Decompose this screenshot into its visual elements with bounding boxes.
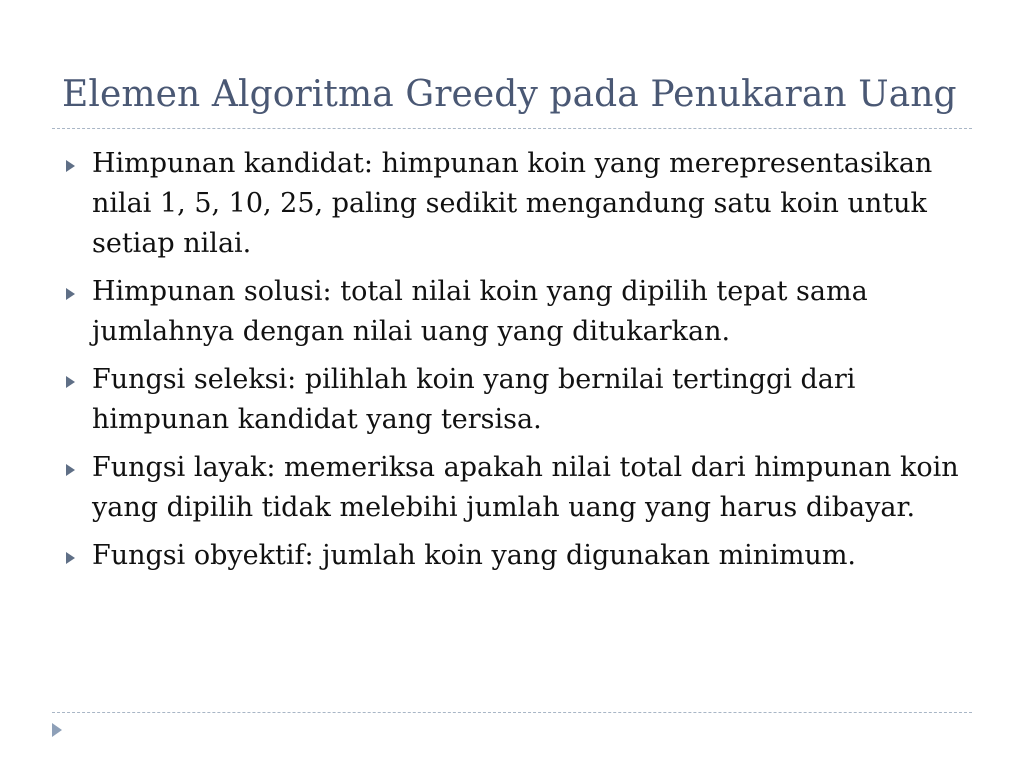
triangle-right-icon — [66, 288, 75, 300]
bullet-text: Fungsi obyektif: jumlah koin yang digunakan minimum. — [92, 540, 857, 571]
triangle-right-icon — [52, 723, 62, 737]
bullet-item — [62, 272, 962, 352]
bullet-item — [62, 144, 962, 264]
triangle-right-icon — [66, 376, 75, 388]
title-divider — [52, 128, 972, 129]
triangle-right-icon — [66, 464, 75, 476]
bullet-item — [62, 360, 962, 440]
bullet-item — [62, 448, 962, 528]
footer-divider — [52, 712, 972, 713]
bullet-text: Himpunan kandidat: himpunan koin yang merepresentasikan nilai 1, 5, 10, 25, paling sedikit mengandung satu koin untuk setiap nilai. — [92, 148, 933, 259]
bullet-list — [62, 144, 962, 584]
bullet-text: Fungsi seleksi: pilihlah koin yang bernilai tertinggi dari himpunan kandidat yang tersisa. — [92, 364, 856, 435]
bullet-text: Himpunan solusi: total nilai koin yang dipilih tepat sama jumlahnya dengan nilai uang yang ditukarkan. — [92, 276, 868, 347]
triangle-right-icon — [66, 552, 75, 564]
bullet-item — [62, 536, 962, 576]
bullet-text: Fungsi layak: memeriksa apakah nilai total dari himpunan koin yang dipilih tidak melebihi jumlah uang yang harus dibayar. — [92, 452, 959, 523]
slide-title: Elemen Algoritma Greedy pada Penukaran Uang — [62, 74, 957, 115]
triangle-right-icon — [66, 160, 75, 172]
